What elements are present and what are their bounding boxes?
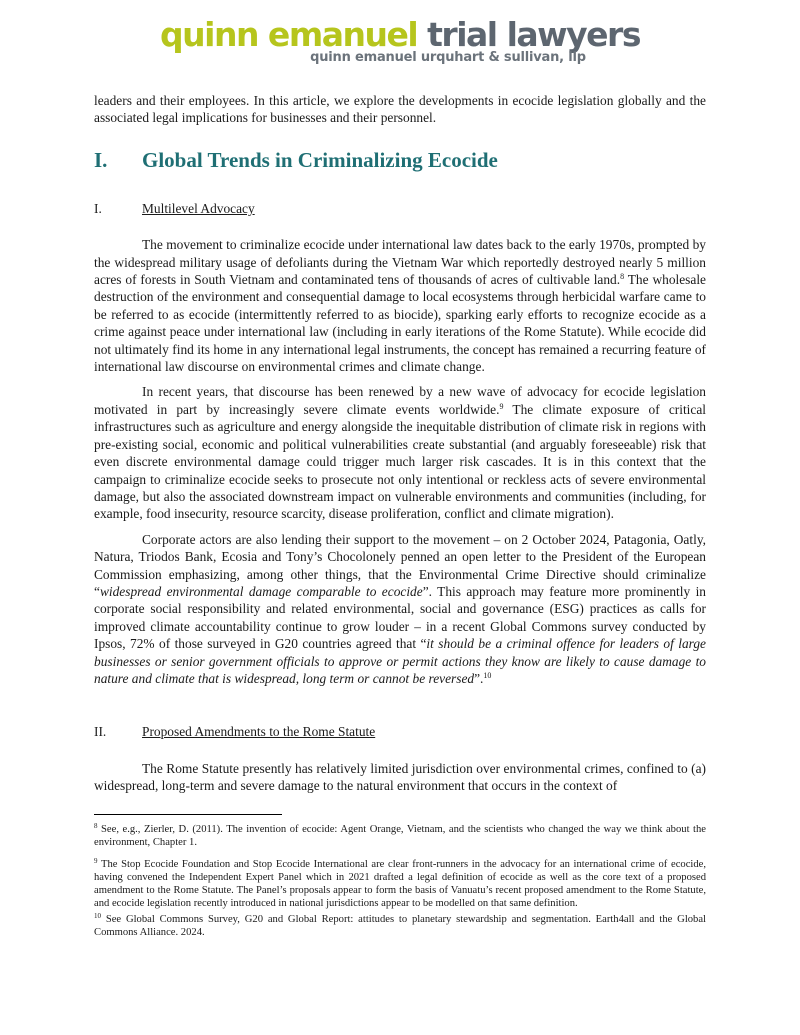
paragraph (94, 383, 706, 522)
quote: it should be a criminal offence for leaders of large businesses or senior government officials to approve or permit actions they know are likely to cause damage to nature and climate that is widespread, long term or cannot be reversed (94, 636, 706, 686)
footnote-number: 9 (94, 857, 98, 866)
footnote (94, 913, 706, 939)
paragraph-text: In recent years, that discourse has been renewed by a new wave of advocacy for ecocide legislation motivated in part by increasingly severe climate events worldwide. (94, 384, 706, 417)
paragraph: The Rome Statute presently has relatively limited jurisdiction over environmental crimes, confined to (a) widespread, long-term and severe damage to the natural environment that occurs in the context of (94, 760, 706, 794)
main-content (94, 92, 706, 795)
subsection-title: Multilevel Advocacy (142, 200, 255, 216)
paragraph-text: The wholesale destruction of the environment and consequential damage to local ecosystems through herbicidal warfare came to be referred to as ecocide (intermittently referred to as biocide), sparking early efforts to recognize ecocide as a crime against peace under international law (including in early iterations of the Rome Statute). While ecocide did not ultimately find its home in any international legal instruments, the concept has remained a recurring feature of international law discourse on environmental crimes and climate change. (94, 272, 706, 375)
subsection-heading-1 (94, 200, 706, 217)
logo-part-1: quinn emanuel (160, 15, 418, 54)
section-number: I. (94, 147, 108, 172)
paragraph (94, 236, 706, 375)
firm-logo (0, 15, 800, 54)
paragraph-text: ”. (474, 670, 484, 686)
footnote-text: The Stop Ecocide Foundation and Stop Ecocide International are clear front-runners in the advocacy for an international crime of ecocide, having convened the Independent Expert Panel which in 2021 drafted a legal definition of ecocide as well as the core text of a proposed amendment to the Rome Statute. The Panel’s proposals appear to form the basis of Vanuatu’s recent proposed amendment to the Rome Statute, and ecocide legislation recently introduced in national jurisdictions appear to be modelled on that same definition. (94, 859, 706, 910)
footnote-number: 10 (94, 911, 101, 920)
footnote-number: 8 (94, 822, 98, 830)
paragraph-text: The climate exposure of critical infrastructures such as agriculture and energy alongside the inequitable distribution of climate risk in regions with pre-existing social, economic and political vulnerabilities create substantial (and arguably foreseeable) risk that even discrete environmental damage could trigger much larger risk cascades. It is in this context that the campaign to criminalize ecocide seeks to prosecute not only intentional or reckless acts of severe environmental damage, but also the associated downstream impact on vulnerable environments and communities (including, for example, food insecurity, resource scarcity, disease proliferation, conflict and climate migration). (94, 401, 707, 522)
section-title: Global Trends in Criminalizing Ecocide (142, 147, 498, 172)
paragraph-text: ”. This approach may feature more prominently in corporate social responsibility and related environmental, social and governance (ESG) practices as calls for improved climate accountability continue to grow louder – in a recent Global Commons survey conducted by Ipsos, 72% of those surveyed in G20 countries agreed that “ (94, 583, 707, 652)
footnotes (94, 814, 706, 939)
footnote-ref[interactable]: 9 (499, 401, 504, 411)
paragraph-text: The movement to criminalize ecocide under international law dates back to the early 1970s, prompted by the widespread military usage of defoliants during the Vietnam War which reportedly destroyed nearly 5 million acres of forests in South Vietnam and contaminated tens of thousands of acres of cultivable land. (94, 237, 706, 288)
logo-part-2: trial lawyers (427, 15, 640, 54)
subsection-heading-2 (94, 723, 706, 740)
footnote-text: See Global Commons Survey, G20 and Global Report: attitudes to planetary stewardship and segmentation. Earth4all and the Global Commons Alliance. 2024. (94, 913, 707, 938)
footnote (94, 823, 706, 849)
paragraph (94, 531, 706, 688)
paragraph-text: Corporate actors are also lending their support to the movement – on 2 October 2024, Patagonia, Oatly, Natura, Triodos Bank, Ecosia and Tony’s Chocolonely penned an open letter to the President of the European Commission emphasizing, among other things, that the Environmental Crime Directive should criminalize “ (94, 531, 706, 599)
firm-subtitle: quinn emanuel urquhart & sullivan, llp (310, 50, 586, 65)
intro-paragraph: leaders and their employees. In this article, we explore the developments in ecocide legislation globally and the associated legal implications for businesses and their personnel. (94, 93, 706, 126)
footnote-divider (94, 814, 282, 815)
footnote-ref[interactable]: 10 (483, 670, 492, 680)
footnote-ref[interactable]: 8 (620, 272, 625, 282)
subsection-number: II. (94, 724, 107, 740)
footnote (94, 858, 706, 910)
section-heading (94, 147, 706, 173)
subsection-title: Proposed Amendments to the Rome Statute (142, 724, 376, 740)
quote: widespread environmental damage comparable to ecocide (99, 583, 423, 599)
footnote-text: See, e.g., Zierler, D. (2011). The invention of ecocide: Agent Orange, Vietnam, and the scientists who changed the way we think about the environment, Chapter 1. (94, 824, 706, 849)
subsection-number: I. (94, 200, 102, 216)
letterhead (0, 15, 800, 65)
